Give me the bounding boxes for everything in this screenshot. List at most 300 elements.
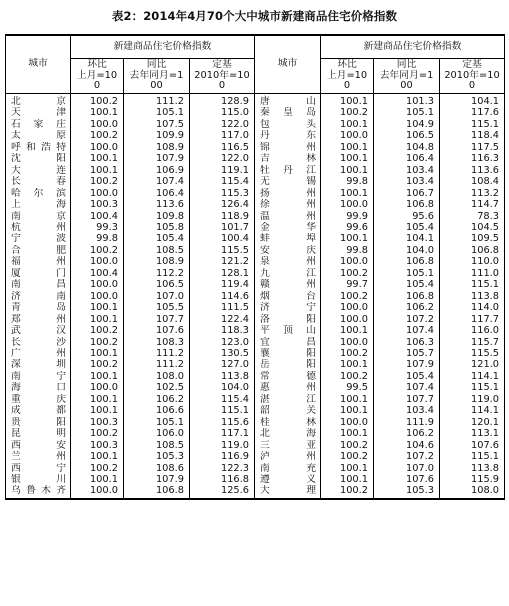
left-fixed-cell: 118.9 xyxy=(190,211,255,222)
right-fixed-cell: 113.8 xyxy=(440,291,505,302)
left-city-cell: 上海 xyxy=(6,199,71,210)
right-mom-cell: 100.1 xyxy=(321,142,374,153)
right-fixed-cell: 120.1 xyxy=(440,417,505,428)
left-fixed-cell: 117.0 xyxy=(190,130,255,141)
header-line: 2010年=10 xyxy=(444,69,500,81)
left-mom-cell: 99.3 xyxy=(71,222,124,233)
right-city-cell: 济宁 xyxy=(255,302,321,313)
right-fixed-cell: 119.0 xyxy=(440,394,505,405)
left-city-cell: 哈尔滨 xyxy=(6,188,71,199)
left-fixed-cell: 116.9 xyxy=(190,451,255,462)
right-mom-cell: 100.2 xyxy=(321,107,374,118)
left-city-cell: 南京 xyxy=(6,211,71,222)
right-mom-cell: 100.1 xyxy=(321,153,374,164)
header-line: 去年同月=1 xyxy=(379,69,434,81)
table-title: 表2：2014年4月70个大中城市新建商品住宅价格指数 xyxy=(111,9,398,23)
table-row xyxy=(6,371,505,382)
right-yoy-cell: 107.2 xyxy=(374,314,440,325)
left-fixed-cell: 122.3 xyxy=(190,463,255,474)
table-row xyxy=(6,382,505,393)
table-row xyxy=(6,428,505,439)
table-row xyxy=(6,130,505,141)
table-row xyxy=(6,405,505,416)
left-fixed-cell: 104.0 xyxy=(190,382,255,393)
left-city-cell: 厦门 xyxy=(6,268,71,279)
right-city-cell: 岳阳 xyxy=(255,359,321,370)
left-city-cell: 重庆 xyxy=(6,394,71,405)
right-city-cell: 烟台 xyxy=(255,291,321,302)
right-fixed-cell: 114.7 xyxy=(440,199,505,210)
left-yoy-cell: 109.8 xyxy=(124,211,190,222)
table-row xyxy=(6,474,505,485)
left-yoy-cell: 108.3 xyxy=(124,337,190,348)
header-line: 0 xyxy=(218,80,226,91)
right-yoy-cell: 107.6 xyxy=(374,474,440,485)
left-mom-cell: 100.1 xyxy=(71,107,124,118)
left-mom-cell: 100.0 xyxy=(71,291,124,302)
right-mom-cell: 100.1 xyxy=(321,474,374,485)
right-yoy-cell: 106.8 xyxy=(374,199,440,210)
header-line: 去年同月=1 xyxy=(129,69,184,81)
left-fixed-cell: 119.0 xyxy=(190,440,255,451)
left-fixed-cell: 125.6 xyxy=(190,485,255,498)
right-city-cell: 徐州 xyxy=(255,199,321,210)
table-row xyxy=(6,245,505,256)
right-mom-cell: 100.0 xyxy=(321,314,374,325)
left-mom-cell: 100.1 xyxy=(71,153,124,164)
right-fixed-cell: 114.1 xyxy=(440,371,505,382)
right-yoy-cell: 105.3 xyxy=(374,485,440,498)
right-city-cell: 牡丹江 xyxy=(255,165,321,176)
left-mom-cell: 100.1 xyxy=(71,348,124,359)
left-yoy-cell: 109.9 xyxy=(124,130,190,141)
right-yoy-cell: 104.9 xyxy=(374,119,440,130)
left-mom-cell: 100.0 xyxy=(71,119,124,130)
table-body xyxy=(6,94,505,499)
table-row xyxy=(6,256,505,267)
right-city-cell: 扬州 xyxy=(255,188,321,199)
right-city-cell: 唐山 xyxy=(255,94,321,108)
yoy-header-right xyxy=(374,59,440,94)
left-fixed-cell: 128.9 xyxy=(190,94,255,108)
left-yoy-cell: 107.7 xyxy=(124,314,190,325)
right-mom-cell: 100.1 xyxy=(321,394,374,405)
left-city-cell: 石家庄 xyxy=(6,119,71,130)
right-yoy-cell: 104.1 xyxy=(374,233,440,244)
header-line: 0 xyxy=(343,80,351,91)
right-mom-cell: 100.2 xyxy=(321,371,374,382)
left-mom-cell: 100.2 xyxy=(71,337,124,348)
left-city-cell: 南宁 xyxy=(6,371,71,382)
right-city-cell: 赣州 xyxy=(255,279,321,290)
right-mom-cell: 100.2 xyxy=(321,291,374,302)
left-mom-cell: 100.1 xyxy=(71,474,124,485)
left-city-cell: 呼和浩特 xyxy=(6,142,71,153)
left-yoy-cell: 107.9 xyxy=(124,153,190,164)
right-mom-cell: 100.1 xyxy=(321,405,374,416)
right-fixed-cell: 109.5 xyxy=(440,233,505,244)
right-yoy-cell: 107.7 xyxy=(374,394,440,405)
right-mom-cell: 100.2 xyxy=(321,451,374,462)
right-fixed-cell: 115.9 xyxy=(440,474,505,485)
left-city-cell: 西宁 xyxy=(6,463,71,474)
left-fixed-cell: 121.2 xyxy=(190,256,255,267)
right-yoy-cell: 106.8 xyxy=(374,256,440,267)
left-mom-cell: 100.0 xyxy=(71,188,124,199)
left-yoy-cell: 105.1 xyxy=(124,107,190,118)
right-fixed-cell: 118.4 xyxy=(440,130,505,141)
left-mom-cell: 100.1 xyxy=(71,371,124,382)
right-yoy-cell: 106.2 xyxy=(374,428,440,439)
left-mom-cell: 100.2 xyxy=(71,94,124,108)
right-city-cell: 宜昌 xyxy=(255,337,321,348)
left-city-cell: 宁波 xyxy=(6,233,71,244)
left-fixed-cell: 123.0 xyxy=(190,337,255,348)
right-mom-cell: 99.7 xyxy=(321,279,374,290)
left-fixed-cell: 118.3 xyxy=(190,325,255,336)
left-yoy-cell: 108.9 xyxy=(124,256,190,267)
right-city-cell: 锦州 xyxy=(255,142,321,153)
right-city-cell: 秦皇岛 xyxy=(255,107,321,118)
right-city-cell: 北海 xyxy=(255,428,321,439)
right-city-cell: 安庆 xyxy=(255,245,321,256)
left-fixed-cell: 122.0 xyxy=(190,153,255,164)
right-mom-cell: 100.2 xyxy=(321,348,374,359)
left-mom-cell: 100.1 xyxy=(71,394,124,405)
left-fixed-cell: 126.4 xyxy=(190,199,255,210)
left-yoy-cell: 106.2 xyxy=(124,394,190,405)
left-yoy-cell: 106.6 xyxy=(124,405,190,416)
left-fixed-cell: 119.4 xyxy=(190,279,255,290)
left-fixed-cell: 119.1 xyxy=(190,165,255,176)
right-fixed-cell: 108.0 xyxy=(440,485,505,498)
city-header-left: 城市 xyxy=(6,35,71,94)
left-fixed-cell: 100.4 xyxy=(190,233,255,244)
header-line: 定基 xyxy=(462,59,482,70)
right-mom-cell: 100.1 xyxy=(321,233,374,244)
left-yoy-cell: 105.4 xyxy=(124,233,190,244)
left-yoy-cell: 102.5 xyxy=(124,382,190,393)
left-city-cell: 沈阳 xyxy=(6,153,71,164)
right-fixed-cell: 111.0 xyxy=(440,268,505,279)
right-fixed-cell: 104.5 xyxy=(440,222,505,233)
left-yoy-cell: 106.5 xyxy=(124,279,190,290)
right-yoy-cell: 103.4 xyxy=(374,165,440,176)
right-yoy-cell: 106.5 xyxy=(374,130,440,141)
right-yoy-cell: 105.4 xyxy=(374,279,440,290)
left-yoy-cell: 107.4 xyxy=(124,176,190,187)
table-row xyxy=(6,119,505,130)
right-fixed-cell: 116.0 xyxy=(440,325,505,336)
mom-header-left xyxy=(71,59,124,94)
right-mom-cell: 99.6 xyxy=(321,222,374,233)
right-fixed-cell: 107.6 xyxy=(440,440,505,451)
left-mom-cell: 99.8 xyxy=(71,233,124,244)
left-fixed-cell: 115.4 xyxy=(190,176,255,187)
left-yoy-cell: 106.0 xyxy=(124,428,190,439)
right-mom-cell: 100.1 xyxy=(321,428,374,439)
right-fixed-cell: 115.5 xyxy=(440,348,505,359)
left-city-cell: 武汉 xyxy=(6,325,71,336)
index-group-header-right: 新建商品住宅价格指数 xyxy=(321,35,505,59)
right-mom-cell: 100.1 xyxy=(321,119,374,130)
left-yoy-cell: 106.9 xyxy=(124,165,190,176)
left-mom-cell: 100.2 xyxy=(71,176,124,187)
left-mom-cell: 100.1 xyxy=(71,302,124,313)
left-city-cell: 乌鲁木齐 xyxy=(6,485,71,498)
left-yoy-cell: 108.0 xyxy=(124,371,190,382)
price-index-table xyxy=(5,34,505,500)
right-mom-cell: 100.1 xyxy=(321,188,374,199)
right-fixed-cell: 115.1 xyxy=(440,279,505,290)
right-fixed-cell: 114.0 xyxy=(440,302,505,313)
right-yoy-cell: 107.4 xyxy=(374,382,440,393)
right-yoy-cell: 95.6 xyxy=(374,211,440,222)
right-city-cell: 吉林 xyxy=(255,153,321,164)
left-city-cell: 昆明 xyxy=(6,428,71,439)
left-fixed-cell: 128.1 xyxy=(190,268,255,279)
left-city-cell: 广州 xyxy=(6,348,71,359)
right-fixed-cell: 78.3 xyxy=(440,211,505,222)
left-city-cell: 济南 xyxy=(6,291,71,302)
table-row xyxy=(6,107,505,118)
left-mom-cell: 100.2 xyxy=(71,428,124,439)
right-city-cell: 洛阳 xyxy=(255,314,321,325)
left-fixed-cell: 115.4 xyxy=(190,394,255,405)
left-city-cell: 南昌 xyxy=(6,279,71,290)
header-line: 00 xyxy=(400,80,413,91)
left-yoy-cell: 108.5 xyxy=(124,245,190,256)
right-city-cell: 南充 xyxy=(255,463,321,474)
table-row xyxy=(6,291,505,302)
right-city-cell: 泉州 xyxy=(255,256,321,267)
city-header-right: 城市 xyxy=(255,35,321,94)
right-city-cell: 常德 xyxy=(255,371,321,382)
right-fixed-cell: 108.4 xyxy=(440,176,505,187)
left-mom-cell: 100.3 xyxy=(71,417,124,428)
right-mom-cell: 100.1 xyxy=(321,359,374,370)
fixed-header-left xyxy=(190,59,255,94)
table-row xyxy=(6,302,505,313)
header-line: 2010年=10 xyxy=(194,69,250,81)
header-line: 上月=10 xyxy=(326,69,368,81)
right-yoy-cell: 106.4 xyxy=(374,153,440,164)
right-mom-cell: 100.1 xyxy=(321,165,374,176)
left-yoy-cell: 111.2 xyxy=(124,359,190,370)
right-fixed-cell: 115.1 xyxy=(440,119,505,130)
right-yoy-cell: 106.8 xyxy=(374,291,440,302)
left-fixed-cell: 127.0 xyxy=(190,359,255,370)
right-mom-cell: 100.0 xyxy=(321,417,374,428)
right-fixed-cell: 113.8 xyxy=(440,463,505,474)
right-fixed-cell: 117.6 xyxy=(440,107,505,118)
right-fixed-cell: 110.0 xyxy=(440,256,505,267)
header-line: 00 xyxy=(150,80,163,91)
right-city-cell: 温州 xyxy=(255,211,321,222)
right-yoy-cell: 107.0 xyxy=(374,463,440,474)
right-fixed-cell: 114.1 xyxy=(440,405,505,416)
table-row xyxy=(6,348,505,359)
left-city-cell: 郑州 xyxy=(6,314,71,325)
right-fixed-cell: 113.6 xyxy=(440,165,505,176)
table-row xyxy=(6,440,505,451)
header-line: 环比 xyxy=(87,59,107,70)
right-fixed-cell: 106.8 xyxy=(440,245,505,256)
right-mom-cell: 100.2 xyxy=(321,485,374,498)
left-yoy-cell: 108.6 xyxy=(124,463,190,474)
left-yoy-cell: 106.8 xyxy=(124,485,190,498)
right-mom-cell: 100.0 xyxy=(321,337,374,348)
left-yoy-cell: 112.2 xyxy=(124,268,190,279)
right-city-cell: 三亚 xyxy=(255,440,321,451)
left-mom-cell: 100.1 xyxy=(71,451,124,462)
right-mom-cell: 99.5 xyxy=(321,382,374,393)
right-city-cell: 包头 xyxy=(255,119,321,130)
right-city-cell: 平顶山 xyxy=(255,325,321,336)
left-yoy-cell: 105.5 xyxy=(124,302,190,313)
left-city-cell: 贵阳 xyxy=(6,417,71,428)
left-yoy-cell: 105.8 xyxy=(124,222,190,233)
left-city-cell: 成都 xyxy=(6,405,71,416)
right-fixed-cell: 115.1 xyxy=(440,451,505,462)
left-city-cell: 太原 xyxy=(6,130,71,141)
right-yoy-cell: 107.2 xyxy=(374,451,440,462)
left-city-cell: 大连 xyxy=(6,165,71,176)
right-city-cell: 襄阳 xyxy=(255,348,321,359)
right-yoy-cell: 105.1 xyxy=(374,107,440,118)
left-yoy-cell: 105.1 xyxy=(124,417,190,428)
left-yoy-cell: 107.6 xyxy=(124,325,190,336)
left-fixed-cell: 116.5 xyxy=(190,142,255,153)
right-city-cell: 大理 xyxy=(255,485,321,498)
mom-header-right xyxy=(321,59,374,94)
right-fixed-cell: 117.7 xyxy=(440,314,505,325)
right-yoy-cell: 105.4 xyxy=(374,222,440,233)
left-city-cell: 杭州 xyxy=(6,222,71,233)
left-mom-cell: 100.1 xyxy=(71,165,124,176)
left-fixed-cell: 117.1 xyxy=(190,428,255,439)
left-city-cell: 北京 xyxy=(6,94,71,108)
table-row xyxy=(6,279,505,290)
left-mom-cell: 100.3 xyxy=(71,440,124,451)
left-mom-cell: 100.1 xyxy=(71,314,124,325)
right-mom-cell: 100.0 xyxy=(321,256,374,267)
left-city-cell: 深圳 xyxy=(6,359,71,370)
table-row xyxy=(6,142,505,153)
table-row xyxy=(6,394,505,405)
table-row xyxy=(6,94,505,108)
left-city-cell: 天津 xyxy=(6,107,71,118)
left-mom-cell: 100.0 xyxy=(71,485,124,498)
right-city-cell: 九江 xyxy=(255,268,321,279)
left-fixed-cell: 122.0 xyxy=(190,119,255,130)
table-row xyxy=(6,211,505,222)
right-fixed-cell: 113.2 xyxy=(440,188,505,199)
header-line: 环比 xyxy=(337,59,357,70)
right-city-cell: 丹东 xyxy=(255,130,321,141)
left-fixed-cell: 115.3 xyxy=(190,188,255,199)
left-fixed-cell: 130.5 xyxy=(190,348,255,359)
left-mom-cell: 100.2 xyxy=(71,359,124,370)
left-yoy-cell: 107.5 xyxy=(124,119,190,130)
left-yoy-cell: 107.9 xyxy=(124,474,190,485)
right-city-cell: 金华 xyxy=(255,222,321,233)
left-mom-cell: 100.0 xyxy=(71,279,124,290)
right-mom-cell: 99.8 xyxy=(321,176,374,187)
left-city-cell: 西安 xyxy=(6,440,71,451)
right-mom-cell: 99.9 xyxy=(321,211,374,222)
left-fixed-cell: 115.0 xyxy=(190,107,255,118)
left-mom-cell: 100.0 xyxy=(71,256,124,267)
right-yoy-cell: 107.4 xyxy=(374,325,440,336)
header-line: 0 xyxy=(468,80,476,91)
left-city-cell: 福州 xyxy=(6,256,71,267)
right-fixed-cell: 115.7 xyxy=(440,337,505,348)
left-mom-cell: 100.0 xyxy=(71,142,124,153)
right-mom-cell: 99.8 xyxy=(321,245,374,256)
left-city-cell: 海口 xyxy=(6,382,71,393)
yoy-header-left xyxy=(124,59,190,94)
table-row xyxy=(6,314,505,325)
left-yoy-cell: 108.9 xyxy=(124,142,190,153)
left-city-cell: 兰州 xyxy=(6,451,71,462)
left-fixed-cell: 122.4 xyxy=(190,314,255,325)
table-row xyxy=(6,325,505,336)
right-city-cell: 蚌埠 xyxy=(255,233,321,244)
table-row xyxy=(6,153,505,164)
left-yoy-cell: 107.0 xyxy=(124,291,190,302)
right-city-cell: 桂林 xyxy=(255,417,321,428)
fixed-header-right xyxy=(440,59,505,94)
right-yoy-cell: 104.6 xyxy=(374,440,440,451)
left-yoy-cell: 111.2 xyxy=(124,94,190,108)
left-mom-cell: 100.1 xyxy=(71,405,124,416)
left-city-cell: 长沙 xyxy=(6,337,71,348)
header-line: 上月=10 xyxy=(76,69,118,81)
right-city-cell: 泸州 xyxy=(255,451,321,462)
table-row xyxy=(6,188,505,199)
left-city-cell: 合肥 xyxy=(6,245,71,256)
table-row xyxy=(6,463,505,474)
left-fixed-cell: 114.6 xyxy=(190,291,255,302)
right-yoy-cell: 107.9 xyxy=(374,359,440,370)
left-fixed-cell: 116.8 xyxy=(190,474,255,485)
right-fixed-cell: 113.1 xyxy=(440,428,505,439)
right-yoy-cell: 106.3 xyxy=(374,337,440,348)
left-mom-cell: 100.2 xyxy=(71,130,124,141)
right-mom-cell: 100.0 xyxy=(321,130,374,141)
right-fixed-cell: 117.5 xyxy=(440,142,505,153)
left-mom-cell: 100.0 xyxy=(71,382,124,393)
right-yoy-cell: 106.2 xyxy=(374,302,440,313)
right-city-cell: 无锡 xyxy=(255,176,321,187)
header-line: 同比 xyxy=(146,59,167,70)
right-fixed-cell: 116.3 xyxy=(440,153,505,164)
left-mom-cell: 100.2 xyxy=(71,325,124,336)
left-fixed-cell: 111.5 xyxy=(190,302,255,313)
right-yoy-cell: 105.7 xyxy=(374,348,440,359)
index-group-header-left: 新建商品住宅价格指数 xyxy=(71,35,255,59)
left-yoy-cell: 113.6 xyxy=(124,199,190,210)
header-line: 同比 xyxy=(396,59,417,70)
right-mom-cell: 100.1 xyxy=(321,325,374,336)
right-yoy-cell: 104.0 xyxy=(374,245,440,256)
table-row xyxy=(6,337,505,348)
right-yoy-cell: 101.3 xyxy=(374,94,440,108)
right-yoy-cell: 106.7 xyxy=(374,188,440,199)
left-fixed-cell: 115.5 xyxy=(190,245,255,256)
table-row xyxy=(6,176,505,187)
